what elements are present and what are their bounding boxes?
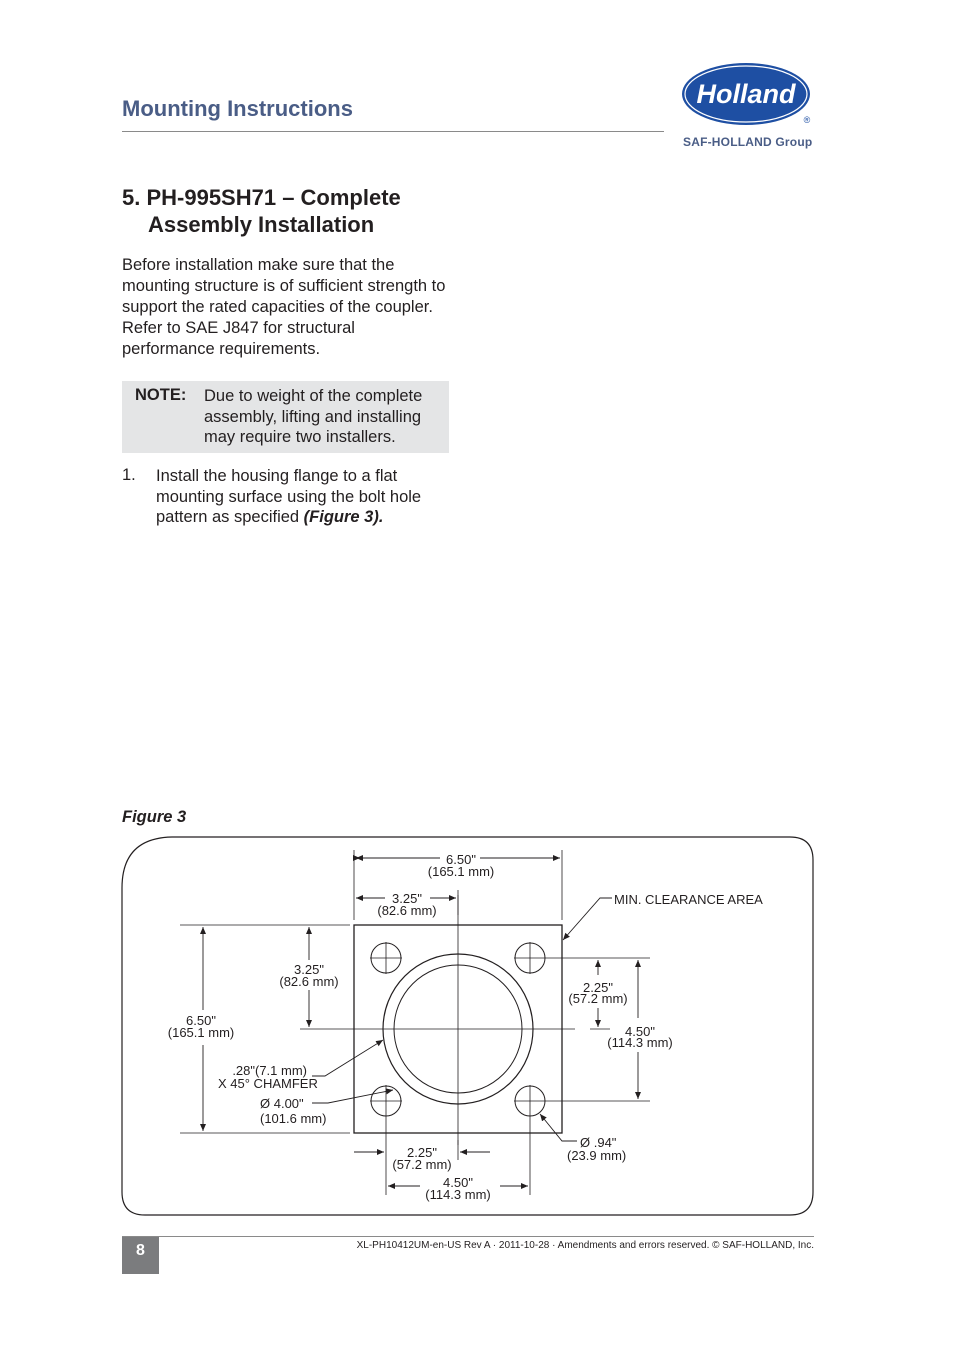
bore-diameter-in: Ø 4.00": [260, 1096, 304, 1111]
figure-label: Figure 3: [122, 808, 187, 826]
page-header-title: Mounting Instructions: [122, 96, 353, 121]
section-title-line2: Assembly Installation: [148, 212, 375, 237]
dim-right-full-mm: (114.3 mm): [607, 1035, 673, 1050]
group-name: SAF-HOLLAND Group: [683, 135, 813, 149]
chamfer-size: .28"(7.1 mm): [232, 1063, 307, 1078]
dim-bottom-half-mm: (57.2 mm): [392, 1157, 452, 1172]
registered-mark: ®: [803, 115, 811, 125]
dim-half-width-mm: (82.6 mm): [377, 903, 437, 918]
dim-bottom-half-in: 2.25": [407, 1145, 437, 1160]
hole-diameter-mm: (23.9 mm): [567, 1148, 627, 1163]
dim-left-half-mm: (82.6 mm): [279, 974, 339, 989]
chamfer-label: X 45° CHAMFER: [218, 1076, 318, 1091]
logo-wordmark: Holland: [696, 79, 796, 109]
note-text: Due to weight of the complete assembly, lifting and installing may require two installers.: [204, 387, 423, 446]
page-number: 8: [122, 1237, 159, 1274]
note-label: NOTE:: [135, 386, 187, 404]
dim-left-height-in: 6.50": [186, 1013, 216, 1028]
dim-right-full-in: 4.50": [625, 1024, 655, 1039]
step-number: 1.: [122, 466, 136, 484]
dim-top-width-in: 6.50": [446, 852, 476, 867]
step-instruction: Install the housing flange to a flat mounting surface using the bolt hole pattern as specified: [156, 467, 422, 526]
dim-right-half-mm: (57.2 mm): [568, 991, 628, 1006]
dim-right-half-in: 2.25": [583, 980, 613, 995]
footer-text: XL-PH10412UM-en-US Rev A · 2011-10-28 · Amendments and errors reserved. © SAF-HOLLAND, Inc.: [356, 1240, 814, 1251]
dim-top-width-mm: (165.1 mm): [427, 864, 495, 879]
dim-bottom-full-in: 4.50": [443, 1175, 473, 1190]
figure-reference: (Figure 3).: [303, 508, 384, 526]
dim-left-half-in: 3.25": [294, 962, 324, 977]
dim-half-width-in: 3.25": [392, 891, 422, 906]
intro-paragraph: Before installation make sure that the mounting structure is of sufficient strength to support the rated capacities of the coupler. Refer to SAE J847 for structural performance requirements.: [122, 256, 446, 358]
clearance-label: MIN. CLEARANCE AREA: [614, 892, 763, 907]
dim-bottom-full-mm: (114.3 mm): [425, 1187, 491, 1202]
hole-diameter-in: Ø .94": [580, 1135, 617, 1150]
footer-divider: [122, 1236, 814, 1237]
section-title-line1: 5. PH-995SH71 – Complete: [122, 185, 401, 210]
dim-left-height-mm: (165.1 mm): [167, 1025, 235, 1040]
bore-diameter-mm: (101.6 mm): [260, 1111, 327, 1126]
